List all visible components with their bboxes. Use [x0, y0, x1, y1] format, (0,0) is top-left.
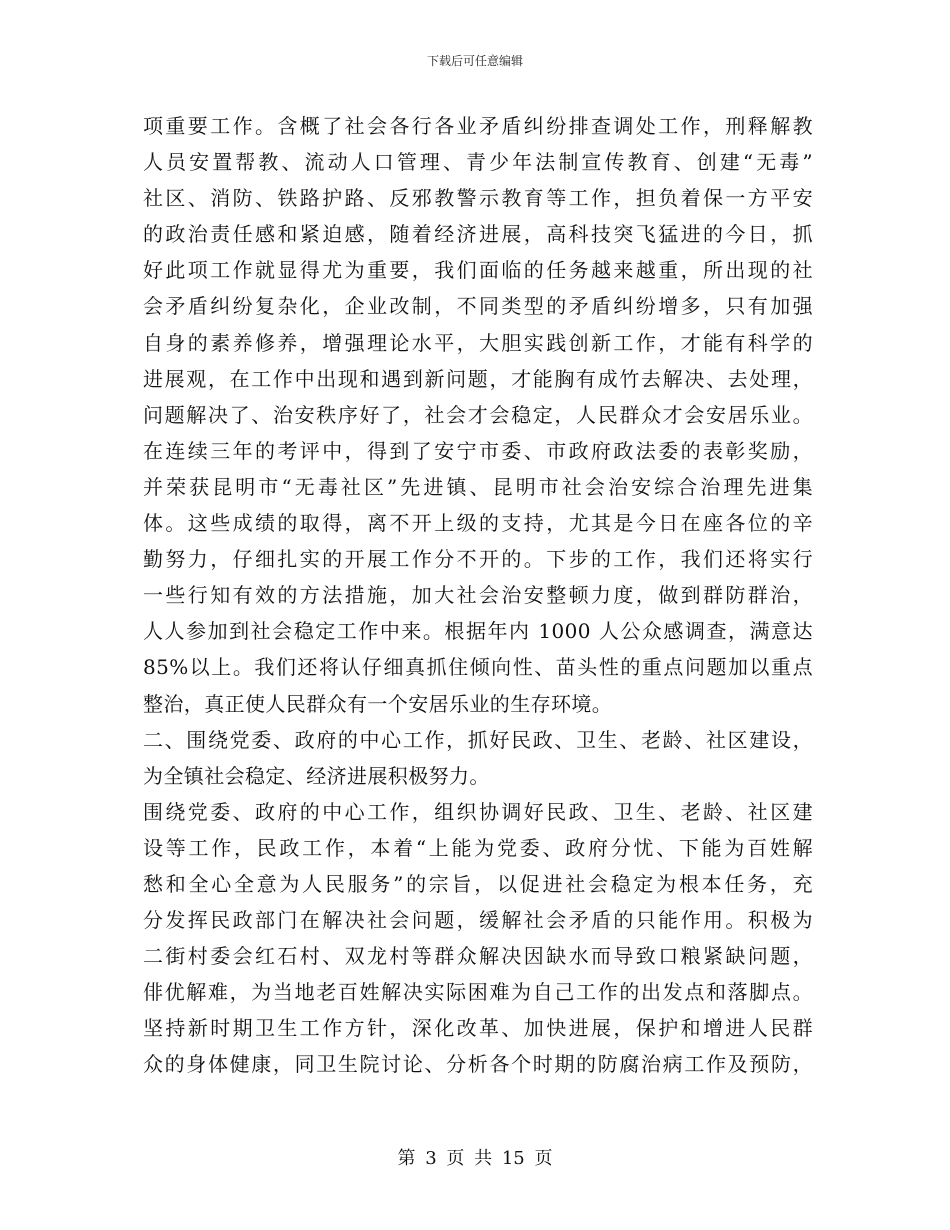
body-line: 设等工作，民政工作，本着“上能为党委、政府分忧、下能为百姓解	[143, 835, 813, 860]
body-line: 进展观，在工作中出现和遇到新问题，才能胸有成竹去解决、去处理，	[143, 366, 813, 391]
body-line: 人员安置帮教、流动人口管理、青少年法制宣传教育、创建“无毒”	[143, 150, 813, 175]
body-line: 众的身体健康，同卫生院讨论、分析各个时期的防腐治病工作及预防，	[143, 1052, 813, 1077]
body-line: 勤努力，仔细扎实的开展工作分不开的。下步的工作，我们还将实行	[143, 547, 813, 572]
body-line: 好此项工作就显得尤为重要，我们面临的任务越来越重，所出现的社	[143, 258, 813, 283]
document-body	[143, 108, 813, 1083]
body-line: 俳优解难，为当地老百姓解决实际困难为自己工作的出发点和落脚点。	[143, 980, 813, 1005]
body-line: 会矛盾纠纷复杂化，企业改制，不同类型的矛盾纠纷增多，只有加强	[143, 294, 813, 319]
body-line: 自身的素养修养，增强理论水平，大胆实践创新工作，才能有科学的	[143, 330, 813, 355]
body-line: 并荣获昆明市“无毒社区”先进镇、昆明市社会治安综合治理先进集	[143, 474, 813, 499]
section-heading: 二、围绕党委、政府的中心工作，抓好民政、卫生、老龄、社区建设，	[143, 727, 813, 752]
body-line: 围绕党委、政府的中心工作，组织协调好民政、卫生、老龄、社区建	[143, 799, 813, 824]
body-line: 二街村委会红石村、双龙村等群众解决因缺水而导致口粮紧缺问题，	[143, 944, 813, 969]
page-number: 第 3 页 共 15 页	[397, 1148, 553, 1169]
body-line: 问题解决了、治安秩序好了，社会才会稳定，人民群众才会安居乐业。	[143, 402, 813, 427]
body-line: 一些行知有效的方法措施，加大社会治安整顿力度，做到群防群治，	[143, 583, 813, 608]
body-line: 项重要工作。含概了社会各行各业矛盾纠纷排查调处工作，刑释解教	[143, 114, 813, 138]
body-line: 愁和全心全意为人民服务”的宗旨，以促进社会稳定为根本任务，充	[143, 871, 813, 896]
body-line: 社区、消防、铁路护路、反邪教警示教育等工作，担负着保一方平安	[143, 186, 813, 211]
body-line: 的政治责任感和紧迫感，随着经济进展，高科技突飞猛进的今日，抓	[143, 222, 813, 247]
body-line: 坚持新时期卫生工作方针，深化改革、加快进展，保护和增进人民群	[143, 1016, 813, 1041]
page-header: 下载后可任意编辑	[426, 54, 523, 68]
body-line: 体。这些成绩的取得，离不开上级的支持，尤其是今日在座各位的辛	[143, 511, 813, 536]
body-line: 85%以上。我们还将认仔细真抓住倾向性、苗头性的重点问题加以重点	[143, 655, 813, 680]
body-line: 人人参加到社会稳定工作中来。根据年内 1000 人公众感调查，满意达	[143, 619, 813, 644]
body-line: 整治，真正使人民群众有一个安居乐业的生存环境。	[143, 691, 613, 716]
body-line: 分发挥民政部门在解决社会问题，缓解社会矛盾的只能作用。积极为	[143, 908, 813, 933]
section-heading: 为全镇社会稳定、经济进展积极努力。	[143, 763, 490, 788]
body-line: 在连续三年的考评中，得到了安宁市委、市政府政法委的表彰奖励，	[143, 438, 813, 463]
